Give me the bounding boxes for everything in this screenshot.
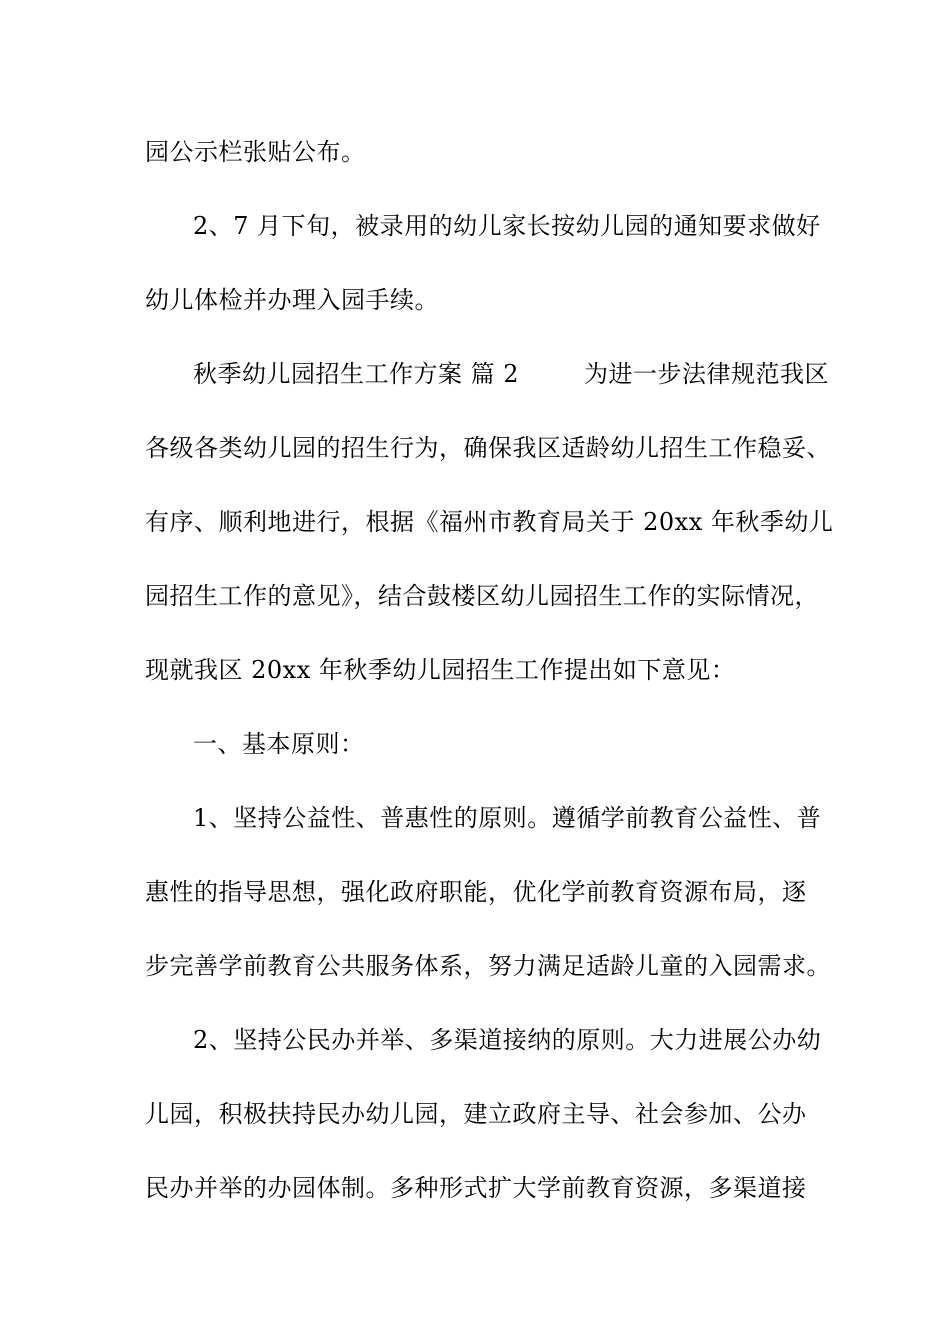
text-line: 步完善学前教育公共服务体系，努力满足适龄儿童的入园需求。 — [145, 952, 831, 980]
text-line: 惠性的指导思想，强化政府职能，优化学前教育资源布局，逐 — [145, 878, 807, 906]
text-line: 各级各类幼儿园的招生行为，确保我区适龄幼儿招生工作稳妥、 — [145, 434, 831, 462]
text-line: 园公示栏张贴公布。 — [145, 138, 366, 166]
text-line: 民办并举的办园体制。多种形式扩大学前教育资源，多渠道接 — [145, 1174, 807, 1202]
text-line: 幼儿体检并办理入园手续。 — [145, 286, 439, 314]
text-line: 儿园，积极扶持民办幼儿园，建立政府主导、社会参加、公办 — [145, 1100, 807, 1128]
text-line: 2、7 月下旬，被录用的幼儿家长按幼儿园的通知要求做好 — [193, 212, 821, 240]
section-heading-line: 秋季幼儿园招生工作方案 篇 2 为进一步法律规范我区 — [193, 360, 830, 388]
text-line: 2、坚持公民办并举、多渠道接纳的原则。大力进展公办幼 — [193, 1026, 822, 1054]
subheading-line: 一、基本原则： — [193, 730, 365, 758]
text-line: 1、坚持公益性、普惠性的原则。遵循学前教育公益性、普 — [193, 804, 822, 832]
text-line: 现就我区 20xx 年秋季幼儿园招生工作提出如下意见： — [145, 656, 736, 684]
text-line: 园招生工作的意见》，结合鼓楼区幼儿园招生工作的实际情况， — [145, 582, 819, 610]
text-line: 有序、顺利地进行，根据《福州市教育局关于 20xx 年秋季幼儿 — [145, 508, 834, 536]
